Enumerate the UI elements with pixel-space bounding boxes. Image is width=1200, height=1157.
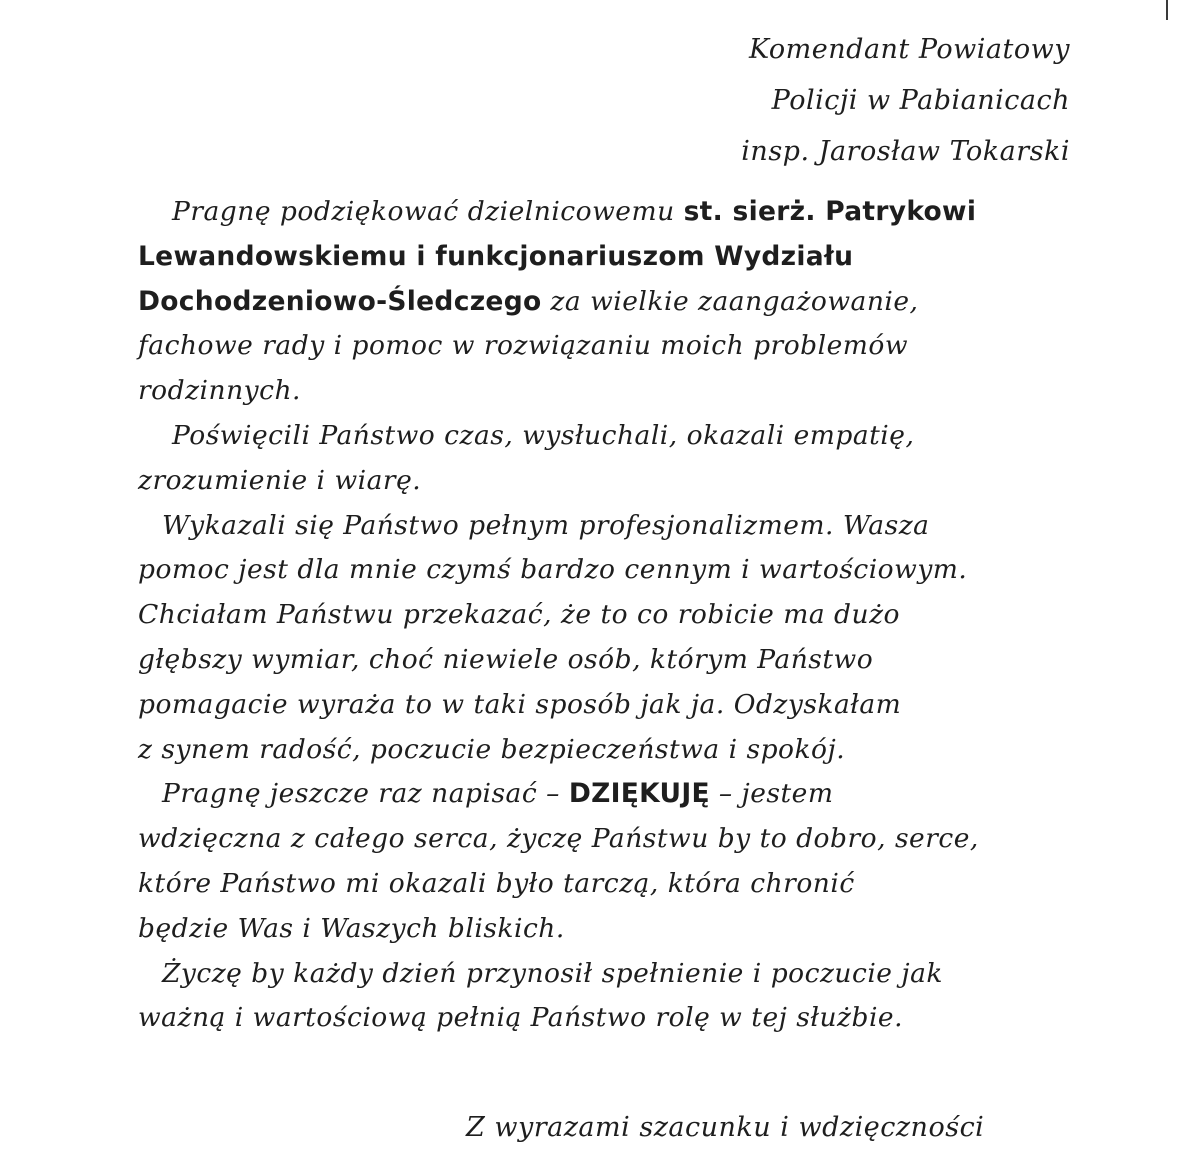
paragraph-1-line-3-text: za wielkie zaangażowanie, [541,285,919,317]
paragraph-5-line-1: Życzę by każdy dzień przynosił spełnienie i poczucie jak [162,957,943,989]
addressee-line-3: insp. Jarosław Tokarski [741,136,1070,167]
paragraph-3-line-4: głębszy wymiar, choć niewiele osób, którym Państwo [138,643,874,675]
officer-rank-name: st. sierż. Patrykowi [683,196,977,227]
paragraph-4-line-1 [138,772,1068,817]
paragraph-1-line-2: Lewandowskiemu i funkcjonariuszom Wydziału [138,240,854,272]
paragraph-1-line-1 [138,190,1068,235]
paragraph-2-line-1: Poświęcili Państwo czas, wysłuchali, okazali empatię, [172,419,915,451]
paragraph-4-line-2: wdzięczna z całego serca, życzę Państwu by to dobro, serce, [138,823,979,855]
closing-line: Z wyrazami szacunku i wdzięczności [466,1112,985,1143]
paragraph-3-line-3: Chciałam Państwu przekazać, że to co robicie ma dużo [138,599,901,631]
paragraph-1-line-5: rodzinnych. [138,375,301,407]
page-edge-mark [1166,0,1168,20]
paragraph-5-line-2: ważną i wartościową pełnią Państwo rolę w tej służbie. [138,1002,904,1034]
paragraph-4-line-3: które Państwo mi okazali było tarczą, która chronić [138,867,855,899]
paragraph-3-line-6: z synem radość, poczucie bezpieczeństwa i spokój. [138,733,846,765]
department-name: Dochodzeniowo-Śledczego [138,285,542,317]
paragraph-3-line-5: pomagacie wyraża to w taki sposób jak ja. Odzyskałam [138,688,902,720]
paragraph-1-line-1-text: Pragnę podziękować dzielnicowemu [172,196,684,227]
paragraph-4-line-1-end: – jestem [709,778,834,810]
addressee-line-2: Policji w Pabianicach [771,85,1070,116]
addressee-line-1: Komendant Powiatowy [748,34,1070,65]
paragraph-4-line-1-text: Pragnę jeszcze raz napisać – [162,778,569,810]
paragraph-1-line-4: fachowe rady i pomoc w rozwiązaniu moich problemów [138,330,909,362]
addressee-block [741,24,1070,177]
paragraph-3-line-1: Wykazali się Państwo pełnym profesjonalizmem. Wasza [162,509,930,541]
paragraph-4-line-4: będzie Was i Waszych bliskich. [138,912,565,944]
thank-you-word: DZIĘKUJĘ [568,778,710,810]
letter-body [138,190,1068,1041]
paragraph-3-line-2: pomoc jest dla mnie czymś bardzo cennym i wartościowym. [138,554,968,586]
paragraph-2-line-2: zrozumienie i wiarę. [138,464,422,496]
paragraph-1-line-3 [138,280,1068,325]
